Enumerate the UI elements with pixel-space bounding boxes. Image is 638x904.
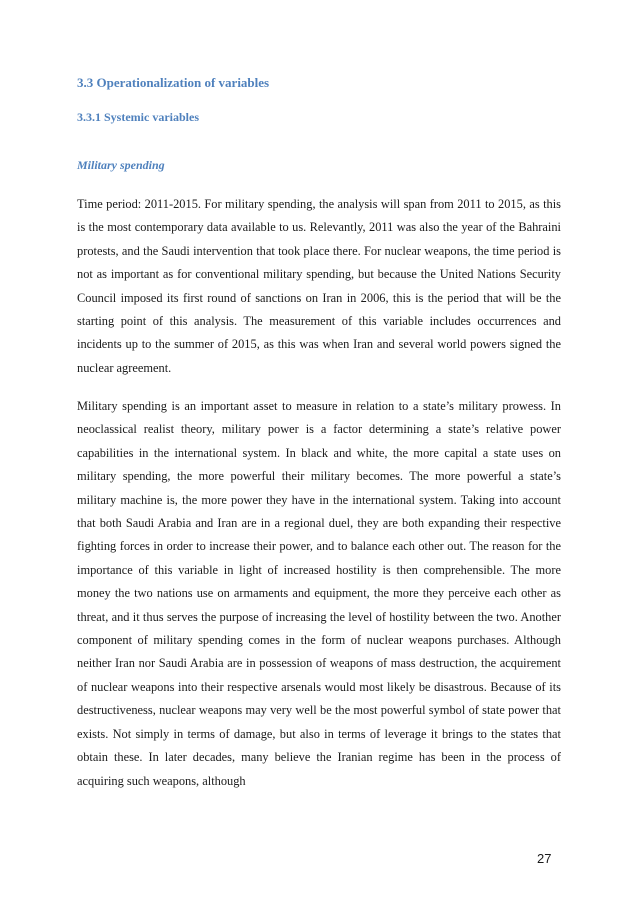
subheading-military-spending: Military spending	[77, 158, 165, 172]
paragraph-time-period: Time period: 2011-2015. For military spending, the analysis will span from 2011 to 2015, as this is the most contemporary data available to us. Relevantly, 2011 was also the year of the Bahraini protests, and the Saudi intervention that took place there. For nuclear weapons, the time period is not as important as for conventional military spending, but because the United Nations Security Council imposed its first round of sanctions on Iran in 2006, this is the period that will be the starting point of this analysis. The measurement of this variable includes occurrences and incidents up to the summer of 2015, as this was when Iran and several world powers signed the nuclear agreement.	[77, 197, 561, 375]
paragraph-military-spending: Military spending is an important asset to measure in relation to a state’s military prowess. In neoclassical realist theory, military power is a factor determining a state’s relative power capabilities in the international system. In black and white, the more capital a state uses on military spending, the more powerful their military becomes. The more powerful a state’s military machine is, the more power they have in the international system. Taking into account that both Saudi Arabia and Iran are in a regional duel, they are both expanding their respective fighting forces in order to increase their power, and to balance each other out. The reason for the importance of this variable in light of increased hostility is then comprehensible. The more money the two nations use on armaments and equipment, the more they perceive each other as threat, and it thus serves the purpose of increasing the level of hostility between the two. Another component of military spending comes in the form of nuclear weapons purchases. Although neither Iran nor Saudi Arabia are in possession of weapons of mass destruction, the acquirement of nuclear weapons into their respective arsenals would most likely be disastrous. Because of its destructiveness, nuclear weapons may very well be the most powerful symbol of state power that exists. Not simply in terms of damage, but also in terms of leverage it brings to the states that obtain these. In later decades, many believe the Iranian regime has been in the process of acquiring such weapons, although	[77, 399, 561, 788]
subsection-heading: 3.3.1 Systemic variables	[77, 110, 199, 124]
section-heading: 3.3 Operationalization of variables	[77, 75, 270, 90]
page-number: 27	[537, 851, 552, 866]
